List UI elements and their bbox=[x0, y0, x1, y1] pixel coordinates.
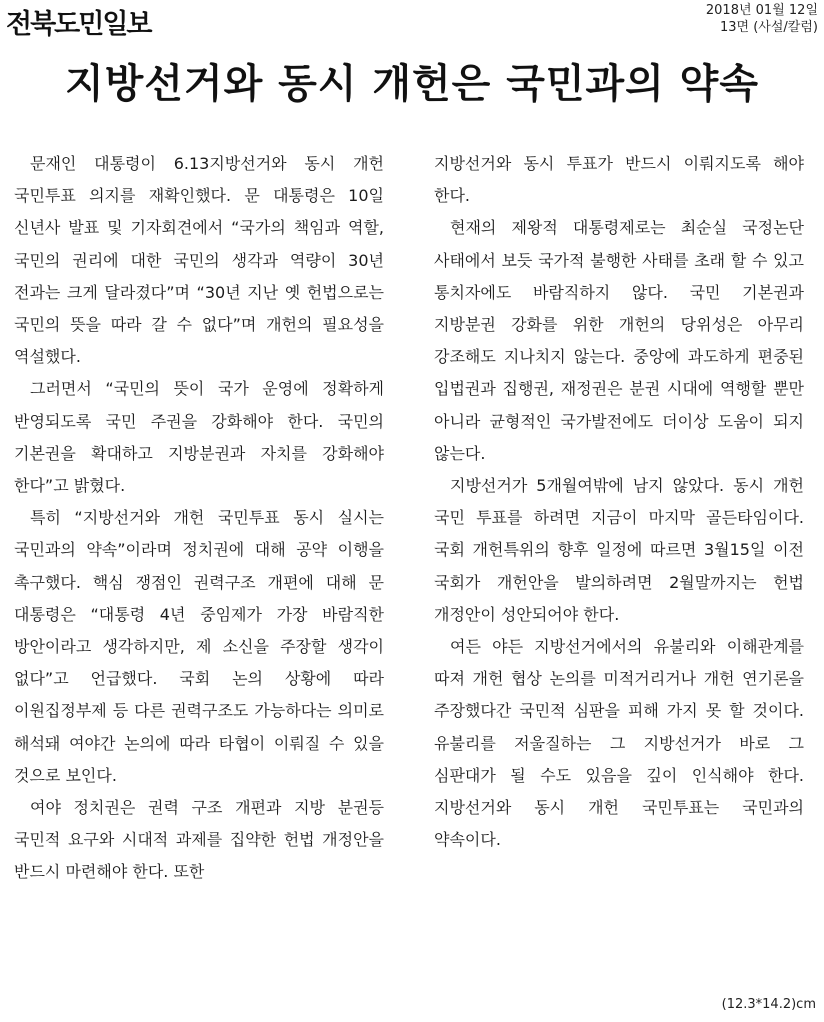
paragraph: 특히 “지방선거와 개헌 국민투표 동시 실시는 국민과의 약속”이라며 정치권에 대해 공약 이행을 촉구했다. 핵심 쟁점인 권력구조 개편에 대해 문 대통령은 “대통령 4년 중임제가 가장 바람직한 방안이라고 생각하지만, 제 소신을 주장할 생각이 없다”고 언급했다. 국회 논의 상황에 따라 이원집정부제 등 다른 권력구조도 가능하다는 의미로 해석돼 여야간 논의에 따라 타협이 이뤄질 수 있을 것으로 보인다. bbox=[14, 508, 384, 785]
article-headline: 지방선거와 동시 개헌은 국민과의 약속 bbox=[65, 61, 759, 107]
paragraph: 여야 정치권은 권력 구조 개편과 지방 분권등 국민적 요구와 시대적 과제를 집약한 헌법 개정안을 반드시 마련해야 한다. 또한 bbox=[14, 798, 384, 882]
article-column-left bbox=[14, 148, 384, 889]
paragraph: 현재의 제왕적 대통령제로는 최순실 국정논단 사태에서 보듯 국가적 불행한 사태를 초래 할 수 있고 통치자에도 바람직하지 않다. 국민 기본권과 지방분권 강화를 위한 개헌의 당위성은 아무리 강조해도 지나치지 않는다. 중앙에 과도하게 편중된 입법권과 집행권, 재정권은 분권 시대에 역행할 뿐만 아니라 균형적인 국가발전에도 더이상 도움이 되지 않는다. bbox=[434, 218, 804, 463]
page-section: 13면 (사설/칼럼) bbox=[720, 20, 818, 35]
paragraph: 그러면서 “국민의 뜻이 국가 운영에 정확하게 반영되도록 국민 주권을 강화해야 한다. 국민의 기본권을 확대하고 지방분권과 자치를 강화해야 한다”고 밝혔다. bbox=[14, 379, 384, 496]
newspaper-name: 전북도민일보 bbox=[6, 9, 151, 40]
paragraph: 문재인 대통령이 6.13지방선거와 동시 개헌 국민투표 의지를 재확인했다. 문 대통령은 10일 신년사 발표 및 기자회견에서 “국가의 책임과 역할, 국민의 권리에 대한 국민의 생각과 역량이 30년 전과는 크게 달라졌다”며 “30년 지난 옛 헌법으로는 국민의 뜻을 따라 갈 수 없다”며 개헌의 필요성을 역설했다. bbox=[14, 154, 384, 367]
publication-date: 2018년 01월 12일 bbox=[705, 3, 818, 18]
article-column-right bbox=[434, 148, 804, 856]
paragraph: 지방선거가 5개월여밖에 남지 않았다. 동시 개헌 국민 투표를 하려면 지금이 마지막 골든타임이다.국회 개헌특위의 향후 일정에 따르면 3월15일 이전 국회가 개헌안을 발의하려면 2월말까지는 헌법 개정안이 성안되어야 한다. bbox=[434, 476, 804, 624]
paragraph: 여든 야든 지방선거에서의 유불리와 이해관계를 따져 개헌 협상 논의를 미적거리거나 개헌 연기론을 주장했다간 국민적 심판을 피해 가지 못 할 것이다. 유불리를 저울질하는 그 지방선거가 바로 그 심판대가 될 수도 있음을 깊이 인식해야 한다. 지방선거와 동시 개헌 국민투표는 국민과의 약속이다. bbox=[434, 637, 804, 850]
publication-info bbox=[706, 2, 818, 36]
paragraph-continuation: 지방선거와 동시 투표가 반드시 이뤄지도록 해야 한다. bbox=[434, 154, 804, 206]
article-size-note: (12.3*14.2)cm bbox=[721, 997, 816, 1012]
